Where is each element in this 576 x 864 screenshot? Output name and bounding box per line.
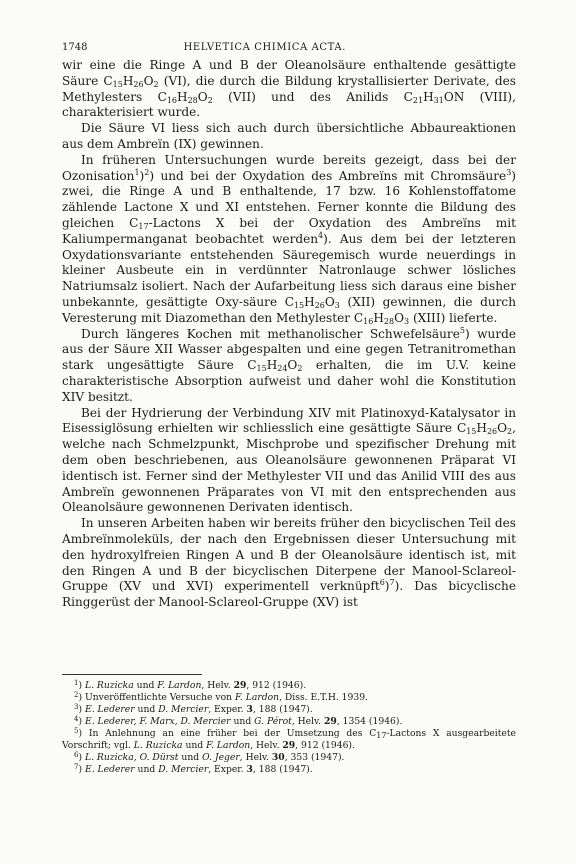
- text-run: In unseren Arbeiten haben wir bereits früher den bicyclischen Teil des Ambreïnmoleküls, der nach den Ergebnissen dieser Untersuchung mit den hydroxylfreien Ringen A und B der Oleanolsäure identisch ist, mit den Ringen A und B der bicyclischen Diterpene der Manool-Sclareol-Gruppe (XV und XVI) experimentell verknüpft: [62, 516, 516, 594]
- superscript: 7: [389, 578, 395, 588]
- subscript: 16: [363, 316, 374, 326]
- text-run: , Exper.: [208, 764, 247, 775]
- subscript: 15: [466, 427, 477, 437]
- footnote: [62, 728, 516, 752]
- subscript: 2: [207, 95, 213, 105]
- paragraph: [62, 121, 516, 153]
- text-run: und: [134, 764, 159, 775]
- text-run: und: [133, 680, 158, 691]
- author-name: E. Lederer: [84, 704, 135, 715]
- text-run: O: [324, 294, 335, 309]
- subscript: 26: [314, 300, 325, 310]
- text-run: (VI), die durch die Bildung krystallisierter Derivate, des Methylesters C: [62, 73, 516, 104]
- body-text: [62, 58, 516, 611]
- text-run: , Helv.: [201, 680, 234, 691]
- text-run: H: [476, 421, 487, 436]
- footnote: [62, 764, 516, 776]
- text-run: H: [423, 89, 434, 104]
- author-name: F. Lardon: [157, 680, 202, 691]
- superscript: 4: [318, 230, 324, 240]
- text-run: , 188 (1947).: [252, 764, 313, 775]
- footnote: [62, 752, 516, 764]
- superscript: 2: [74, 691, 79, 699]
- text-run: ): [78, 716, 85, 727]
- text-run: erhalten, die im U.V. keine charakteristische Absorption aufweist und daher wohl die Konstitution XIV besitzt.: [62, 358, 516, 404]
- author-name: O. Jeger: [202, 752, 240, 763]
- text-run: ): [139, 168, 145, 183]
- subscript: 2: [507, 427, 513, 437]
- text-run: Bei der Hydrierung der Verbindung XIV mit Platinoxyd-Katalysator in Eisessiglösung erhielten wir schliesslich eine gesättigte Säure C: [62, 405, 516, 436]
- text-run: H: [266, 358, 278, 373]
- volume-number: 3: [246, 704, 253, 715]
- text-run: , Exper.: [208, 704, 247, 715]
- text-run: ) und bei der Oxydation des Ambreïns mit Chromsäure: [149, 168, 507, 183]
- superscript: 6: [74, 751, 79, 759]
- subscript: 28: [187, 95, 198, 105]
- text-run: und: [182, 740, 207, 751]
- footnote: [62, 692, 516, 704]
- text-run: ON (VIII), charakterisiert wurde.: [62, 89, 516, 120]
- text-run: In früheren Untersuchungen wurde bereits gezeigt, dass bei der Ozonisation: [62, 152, 516, 183]
- text-run: ) In Anlehnung an eine früher bei der Umsetzung des C: [78, 728, 377, 739]
- paragraph: [62, 58, 516, 121]
- text-run: und: [178, 752, 203, 763]
- text-run: ) wurde aus der Säure XII Wasser abgespalten und eine gegen Tetranitromethan stark ungesättigte Säure C: [62, 326, 516, 373]
- superscript: 5: [459, 325, 465, 335]
- volume-number: 30: [271, 752, 285, 763]
- text-run: ) Unveröffentlichte Versuche von: [78, 692, 235, 703]
- running-header: [62, 42, 516, 53]
- text-run: , 1354 (1946).: [336, 716, 403, 727]
- text-run: O: [197, 89, 208, 104]
- volume-number: 3: [246, 764, 253, 775]
- author-name: F. Lardon: [206, 740, 251, 751]
- subscript: 31: [433, 95, 444, 105]
- text-run: H: [177, 89, 188, 104]
- text-run: ): [78, 704, 85, 715]
- paragraph: [62, 516, 516, 611]
- text-run: Die Säure VI liess sich auch durch übersichtliche Abbaureaktionen aus dem Ambreïn (IX) gewinnen.: [62, 121, 516, 151]
- text-run: O: [287, 358, 298, 373]
- subscript: 24: [277, 364, 288, 374]
- subscript: 28: [383, 316, 395, 326]
- subscript: 3: [334, 300, 340, 310]
- text-run: ). Aus dem bei der letzteren Oxydationsvariante entstehenden Säuregemisch wurde neuerdings in kleiner Ausbeute ein in verdünnter Natronlauge schwer lösliches Natriumsalz isoliert. Nach der Aufarbeitung liess sich daraus eine bisher unbekannte, gesättigte Oxy-säure C: [62, 231, 516, 309]
- text-run: , 188 (1947).: [252, 704, 313, 715]
- paragraph: [62, 406, 516, 517]
- footnotes: [62, 680, 516, 776]
- subscript: 15: [112, 79, 123, 89]
- footnote-divider: [62, 674, 202, 675]
- paragraph: [62, 327, 516, 406]
- author-name: D. Mercier: [158, 704, 209, 715]
- subscript: 16: [166, 95, 178, 105]
- text-run: O: [497, 421, 508, 436]
- text-run: ) zwei, die Ringe A und B enthaltende, 17 bzw. 16 Kohlenstoffatome zählende Lactone X und XI entstehen. Ferner konnte die Bildung des gleichen C: [62, 168, 516, 230]
- superscript: 1: [134, 167, 140, 177]
- text-run: H: [304, 294, 315, 309]
- journal-title: HELVETICA CHIMICA ACTA.: [183, 42, 346, 53]
- page-number: 1748: [62, 42, 88, 53]
- paragraph: [62, 153, 516, 327]
- footnote: [62, 680, 516, 692]
- superscript: 4: [74, 715, 79, 723]
- text-run: , 912 (1946).: [246, 680, 307, 691]
- author-name: G. Pérot: [254, 716, 292, 727]
- superscript: 6: [379, 578, 385, 588]
- text-run: , 353 (1947).: [284, 752, 345, 763]
- author-name: L. Ruzicka: [84, 680, 134, 691]
- text-run: ): [78, 680, 85, 691]
- text-run: ): [78, 764, 85, 775]
- subscript: 21: [412, 95, 424, 105]
- text-run: ): [78, 752, 85, 763]
- subscript: 17: [138, 221, 149, 231]
- volume-number: 29: [233, 680, 247, 691]
- text-run: (XII) gewinnen, die durch Veresterung mit Diazomethan den Methylester C: [62, 294, 516, 325]
- subscript: 17: [376, 731, 387, 740]
- text-run: und: [230, 716, 255, 727]
- text-run: -Lactons X bei der Oxydation des Ambreïns mit Kaliumpermanganat beobachtet werden: [62, 215, 516, 246]
- text-run: wir eine die Ringe A und B der Oleanolsäure enthaltende gesättigte Säure C: [62, 58, 516, 88]
- text-run: ). Das bicyclische Ringgerüst der Manool-Sclareol-Gruppe (XV) ist: [62, 579, 516, 610]
- text-run: Durch längeres Kochen mit methanolischer Schwefelsäure: [81, 326, 460, 341]
- text-run: H: [122, 73, 134, 88]
- text-run: , Diss. E.T.H. 1939.: [279, 692, 368, 703]
- text-run: O: [143, 73, 154, 88]
- subscript: 26: [133, 79, 144, 89]
- superscript: 5: [74, 727, 79, 735]
- subscript: 15: [256, 364, 267, 374]
- superscript: 7: [74, 763, 79, 771]
- subscript: 26: [486, 427, 498, 437]
- author-name: E. Lederer, F. Marx, D. Mercier: [84, 716, 231, 727]
- footnote: [62, 716, 516, 728]
- text-run: (XIII) lieferte.: [409, 310, 498, 325]
- volume-number: 29: [323, 716, 337, 727]
- author-name: F. Lardon: [234, 692, 280, 703]
- text-run: , 912 (1946).: [295, 740, 355, 751]
- text-run: -Lactons X ausgearbeitete Vorschrift; vgl.: [62, 728, 516, 751]
- text-run: , Helv.: [291, 716, 324, 727]
- text-run: , Helv.: [250, 740, 283, 751]
- text-run: (VII) und des Anilids C: [212, 89, 413, 104]
- subscript: 15: [293, 300, 305, 310]
- subscript: 2: [153, 79, 159, 89]
- superscript: 3: [74, 703, 79, 711]
- superscript: 1: [74, 679, 79, 687]
- volume-number: 29: [282, 740, 296, 751]
- superscript: 3: [506, 167, 512, 177]
- text-run: und: [134, 704, 159, 715]
- superscript: 2: [144, 167, 150, 177]
- text-run: , Helv.: [239, 752, 272, 763]
- author-name: L. Ruzicka, O. Dürst: [84, 752, 179, 763]
- text-run: , welche nach Schmelzpunkt, Mischprobe und spezifischer Drehung mit dem oben beschriebenen, aus Oleanolsäure gewonnenen Präparat VI identisch ist. Ferner sind der Methylester VII und das Anilid VIII des aus Ambreïn gewonnenen Präparates von VI mit den entsprechenden aus Oleanolsäure gewonnenen Derivaten identisch.: [62, 421, 516, 515]
- text-run: H: [373, 310, 384, 325]
- author-name: D. Mercier: [158, 764, 209, 775]
- author-name: L. Ruzicka: [133, 740, 183, 751]
- author-name: E. Lederer: [84, 764, 135, 775]
- subscript: 3: [404, 316, 410, 326]
- subscript: 2: [297, 364, 303, 374]
- text-run: O: [394, 310, 404, 325]
- footnote: [62, 704, 516, 716]
- text-run: ): [384, 579, 390, 594]
